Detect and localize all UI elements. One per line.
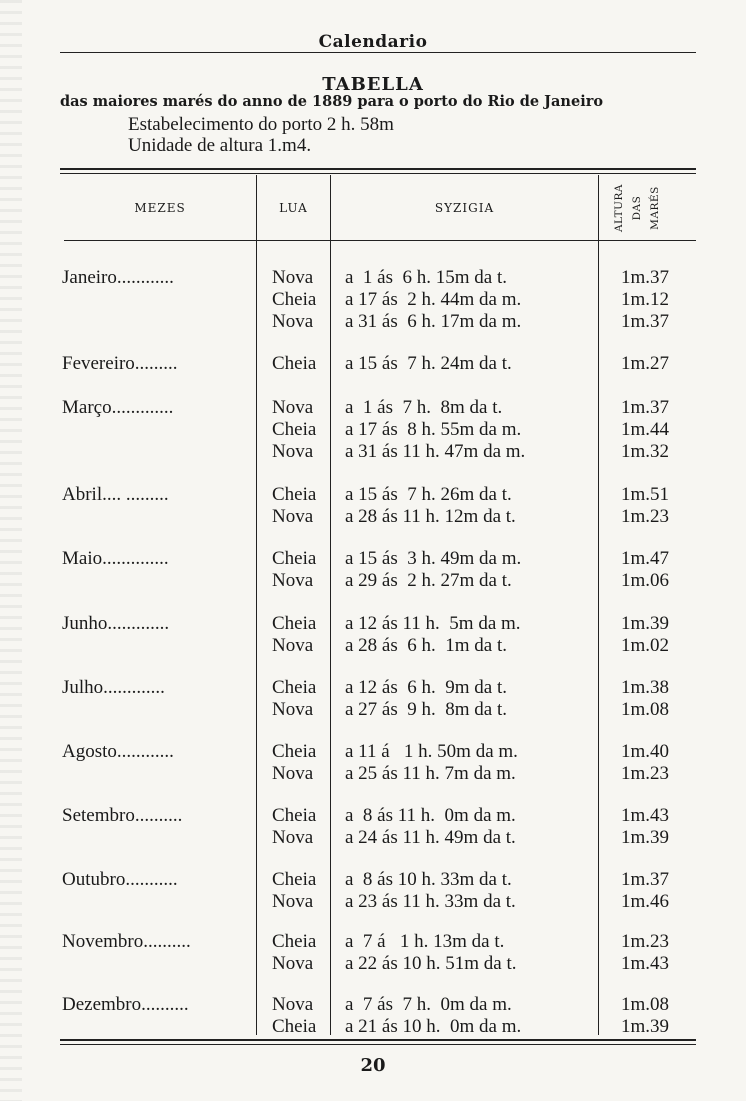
moon-phase: Nova bbox=[272, 267, 314, 288]
month-name: Maio.............. bbox=[62, 548, 169, 569]
table-bottom-rule bbox=[60, 1039, 696, 1041]
header-bottom-rule bbox=[64, 240, 696, 241]
month-name: Janeiro............ bbox=[62, 267, 174, 288]
moon-phase: Cheia bbox=[272, 677, 317, 698]
col-header-altura-1: ALTURA bbox=[613, 183, 625, 233]
syzygy-time: a 1 ás 6 h. 15m da t. bbox=[345, 267, 508, 288]
syzygy-time: a 1 ás 7 h. 8m da t. bbox=[345, 397, 503, 418]
tide-height: 1m.43 bbox=[621, 805, 670, 826]
tide-height: 1m.46 bbox=[621, 891, 670, 912]
header-rule bbox=[60, 52, 696, 53]
col-divider-2 bbox=[330, 175, 331, 1035]
establishment-line: Estabelecimento do porto 2 h. 58m bbox=[128, 114, 394, 135]
month-name: Agosto............ bbox=[62, 741, 174, 762]
moon-phase: Nova bbox=[272, 953, 314, 974]
table-bottom-rule-2 bbox=[60, 1044, 696, 1045]
month-name: Março............. bbox=[62, 397, 174, 418]
syzygy-time: a 27 ás 9 h. 8m da t. bbox=[345, 699, 508, 720]
tide-height: 1m.39 bbox=[621, 613, 670, 634]
syzygy-time: a 15 ás 7 h. 26m da t. bbox=[345, 484, 512, 505]
syzygy-time: a 7 ás 7 h. 0m da m. bbox=[345, 994, 512, 1015]
syzygy-time: a 11 á 1 h. 50m da m. bbox=[345, 741, 518, 762]
moon-phase: Nova bbox=[272, 827, 314, 848]
table-top-rule bbox=[60, 168, 696, 170]
tide-height: 1m.32 bbox=[621, 441, 670, 462]
moon-phase: Nova bbox=[272, 397, 314, 418]
syzygy-time: a 7 á 1 h. 13m da t. bbox=[345, 931, 505, 952]
syzygy-time: a 21 ás 10 h. 0m da m. bbox=[345, 1016, 522, 1037]
table-top-rule-2 bbox=[60, 173, 696, 174]
tide-height: 1m.37 bbox=[621, 311, 670, 332]
syzygy-time: a 29 ás 2 h. 27m da t. bbox=[345, 570, 512, 591]
month-name: Abril.... ......... bbox=[62, 484, 169, 505]
syzygy-time: a 28 ás 11 h. 12m da t. bbox=[345, 506, 516, 527]
syzygy-time: a 31 ás 6 h. 17m da m. bbox=[345, 311, 522, 332]
moon-phase: Nova bbox=[272, 891, 314, 912]
moon-phase: Nova bbox=[272, 311, 314, 332]
moon-phase: Nova bbox=[272, 635, 314, 656]
tide-height: 1m.38 bbox=[621, 677, 670, 698]
tide-height: 1m.39 bbox=[621, 1016, 670, 1037]
month-name: Dezembro.......... bbox=[62, 994, 189, 1015]
syzygy-time: a 15 ás 3 h. 49m da m. bbox=[345, 548, 522, 569]
col-header-altura-2: DAS bbox=[631, 195, 643, 221]
page-edge-shadow bbox=[0, 0, 22, 1101]
moon-phase: Cheia bbox=[272, 931, 317, 952]
syzygy-time: a 25 ás 11 h. 7m da m. bbox=[345, 763, 516, 784]
table-title: TABELLA bbox=[322, 74, 424, 95]
moon-phase: Cheia bbox=[272, 805, 317, 826]
syzygy-time: a 8 ás 10 h. 33m da t. bbox=[345, 869, 512, 890]
moon-phase: Cheia bbox=[272, 1016, 317, 1037]
tide-height: 1m.27 bbox=[621, 353, 670, 374]
running-header: Calendario bbox=[318, 32, 428, 52]
tide-height: 1m.06 bbox=[621, 570, 670, 591]
col-divider-3 bbox=[598, 175, 599, 1035]
tide-height: 1m.23 bbox=[621, 763, 670, 784]
moon-phase: Nova bbox=[272, 763, 314, 784]
tide-height: 1m.39 bbox=[621, 827, 670, 848]
col-header-lua: LUA bbox=[279, 201, 308, 215]
tide-height: 1m.02 bbox=[621, 635, 670, 656]
moon-phase: Cheia bbox=[272, 484, 317, 505]
month-name: Novembro.......... bbox=[62, 931, 191, 952]
month-name: Outubro........... bbox=[62, 869, 178, 890]
moon-phase: Cheia bbox=[272, 353, 317, 374]
syzygy-time: a 8 ás 11 h. 0m da m. bbox=[345, 805, 516, 826]
tide-height: 1m.23 bbox=[621, 931, 670, 952]
moon-phase: Cheia bbox=[272, 548, 317, 569]
col-divider-1 bbox=[256, 175, 257, 1035]
syzygy-time: a 12 ás 11 h. 5m da m. bbox=[345, 613, 521, 634]
syzygy-time: a 12 ás 6 h. 9m da t. bbox=[345, 677, 508, 698]
syzygy-time: a 23 ás 11 h. 33m da t. bbox=[345, 891, 516, 912]
month-name: Julho............. bbox=[62, 677, 165, 698]
tide-height: 1m.40 bbox=[621, 741, 670, 762]
moon-phase: Nova bbox=[272, 994, 314, 1015]
tide-height: 1m.44 bbox=[621, 419, 670, 440]
syzygy-time: a 22 ás 10 h. 51m da t. bbox=[345, 953, 517, 974]
col-header-mezes: MEZES bbox=[134, 201, 186, 215]
tide-height: 1m.47 bbox=[621, 548, 670, 569]
tide-height: 1m.12 bbox=[621, 289, 670, 310]
syzygy-time: a 15 ás 7 h. 24m da t. bbox=[345, 353, 512, 374]
moon-phase: Nova bbox=[272, 570, 314, 591]
tide-height: 1m.37 bbox=[621, 869, 670, 890]
tide-height: 1m.23 bbox=[621, 506, 670, 527]
unit-line: Unidade de altura 1.m4. bbox=[128, 135, 312, 156]
tide-height: 1m.37 bbox=[621, 397, 670, 418]
moon-phase: Cheia bbox=[272, 869, 317, 890]
col-header-syzigia: SYZIGIA bbox=[434, 201, 495, 215]
moon-phase: Cheia bbox=[272, 741, 317, 762]
page-number: 20 bbox=[360, 1055, 386, 1076]
month-name: Setembro.......... bbox=[62, 805, 183, 826]
syzygy-time: a 17 ás 2 h. 44m da m. bbox=[345, 289, 522, 310]
table-subtitle: das maiores marés do anno de 1889 para o porto do Rio de Janeiro bbox=[60, 93, 604, 110]
moon-phase: Nova bbox=[272, 441, 314, 462]
tide-height: 1m.08 bbox=[621, 699, 670, 720]
tide-height: 1m.08 bbox=[621, 994, 670, 1015]
moon-phase: Nova bbox=[272, 506, 314, 527]
moon-phase: Nova bbox=[272, 699, 314, 720]
tide-height: 1m.43 bbox=[621, 953, 670, 974]
moon-phase: Cheia bbox=[272, 419, 317, 440]
syzygy-time: a 17 ás 8 h. 55m da m. bbox=[345, 419, 522, 440]
tide-height: 1m.37 bbox=[621, 267, 670, 288]
month-name: Junho............. bbox=[62, 613, 170, 634]
col-header-altura-3: MARÉS bbox=[649, 186, 661, 230]
moon-phase: Cheia bbox=[272, 289, 317, 310]
syzygy-time: a 31 ás 11 h. 47m da m. bbox=[345, 441, 526, 462]
syzygy-time: a 24 ás 11 h. 49m da t. bbox=[345, 827, 516, 848]
tide-height: 1m.51 bbox=[621, 484, 670, 505]
moon-phase: Cheia bbox=[272, 613, 317, 634]
col-header-altura bbox=[610, 176, 696, 240]
month-name: Fevereiro......... bbox=[62, 353, 178, 374]
syzygy-time: a 28 ás 6 h. 1m da t. bbox=[345, 635, 508, 656]
